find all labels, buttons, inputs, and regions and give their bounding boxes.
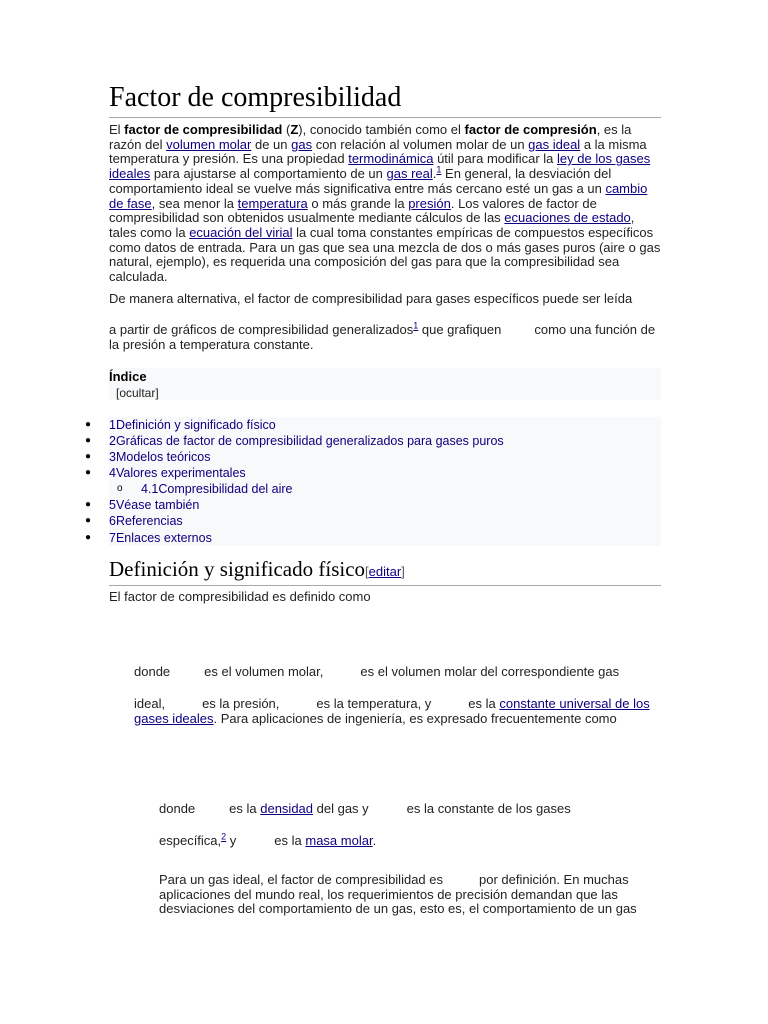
text: .	[372, 833, 377, 848]
toc-label: Definición y significado físico	[115, 418, 276, 432]
text: por definición. En muchas aplicaciones del mundo real, los requerimientos de precisión demandan que las desviaciones del comportamiento de un gas, esto es, el comportamiento de un gas	[159, 872, 637, 917]
text: Para un gas ideal, el factor de compresibilidad es	[159, 872, 443, 887]
text: que grafiquen	[418, 322, 502, 337]
toc-label: Enlaces externos	[115, 531, 212, 545]
definition-intro: El factor de compresibilidad es definido como	[109, 589, 371, 604]
bullet-icon: ●	[85, 532, 92, 543]
toc-label: Valores experimentales	[115, 466, 246, 480]
bullet-icon: ●	[85, 451, 92, 462]
footnote-1b[interactable]: 1	[413, 320, 419, 331]
where-line-3	[159, 802, 659, 817]
link-ley-gases-ideales[interactable]: ley de los gases ideales	[109, 151, 651, 182]
text: es la presión,	[202, 696, 280, 711]
text: (	[282, 122, 291, 137]
text: o más grande la	[307, 195, 409, 211]
toc-number: 4.1	[141, 482, 159, 496]
edit-bracket: ]	[401, 564, 405, 579]
toc-item[interactable]	[85, 449, 211, 465]
text: donde	[159, 801, 196, 816]
link-ecuaciones-estado[interactable]: ecuaciones de estado	[504, 210, 631, 226]
toc-item[interactable]	[85, 417, 276, 433]
alt-paragraph: De manera alternativa, el factor de compresibilidad para gases específicos puede ser leída	[109, 291, 633, 306]
link-temperatura[interactable]: temperatura	[237, 195, 308, 211]
toc-label: Gráficas de factor de compresibilidad generalizados para gases puros	[115, 434, 504, 448]
toc-item[interactable]	[85, 497, 200, 513]
text: como una función de la presión a temperatura constante.	[109, 322, 656, 352]
heading-text: Definición y significado físico	[109, 557, 366, 581]
bullet-icon: ●	[85, 499, 92, 510]
toc-subitem[interactable]	[117, 481, 293, 497]
text: para ajustarse al comportamiento de un	[150, 166, 387, 182]
text: es el volumen molar del correspondiente gas	[360, 664, 620, 679]
text: , sea menor la	[151, 195, 238, 211]
text: es la	[274, 833, 306, 848]
text: con relación al volumen molar de un	[312, 136, 529, 152]
toc-number: 1	[109, 418, 116, 432]
toc-item[interactable]	[85, 465, 246, 481]
footnote-1[interactable]: 1	[436, 164, 442, 175]
page-title: Factor de compresibilidad	[109, 80, 661, 118]
bullet-icon: ●	[85, 515, 92, 526]
ideal-gas-paragraph	[159, 873, 659, 917]
link-constante-universal[interactable]: constante universal de los gases ideales	[134, 696, 650, 726]
toc-item[interactable]	[85, 433, 504, 449]
bold-symbol: Z	[290, 122, 299, 137]
text: es la	[468, 696, 500, 711]
toc-number: 5	[109, 498, 116, 512]
text: es la temperatura, y	[316, 696, 432, 711]
toc-item[interactable]	[85, 513, 183, 529]
bold-term: factor de compresibilidad	[124, 122, 283, 137]
where-line-1	[134, 665, 656, 680]
text: , tales como la	[109, 210, 635, 240]
text: y	[226, 833, 237, 848]
text: .	[432, 166, 437, 182]
toc-label: Modelos teóricos	[115, 450, 211, 464]
text: es la constante de los gases	[406, 801, 571, 816]
toc-item[interactable]	[85, 530, 212, 546]
toc-number: 6	[109, 514, 116, 528]
edit-link[interactable]: editar	[368, 564, 402, 579]
section-heading	[109, 556, 661, 586]
link-presion[interactable]: presión	[408, 195, 451, 211]
link-gas[interactable]: gas	[291, 136, 313, 152]
toc-header	[109, 368, 661, 400]
bullet-icon: ●	[85, 467, 92, 478]
circle-bullet-icon: o	[117, 483, 123, 494]
bullet-icon: ●	[85, 435, 92, 446]
text: ), conocido también como el	[298, 122, 465, 137]
link-termodinamica[interactable]: termodinámica	[348, 151, 434, 167]
toc-label: Véase también	[115, 498, 200, 512]
text: . Los valores de factor de compresibilidad son obtenidos usualmente mediante cálculos de las	[109, 195, 597, 226]
link-ecuacion-virial[interactable]: ecuación del virial	[189, 224, 293, 240]
text: . Para aplicaciones de ingeniería, es expresado frecuentemente como	[213, 710, 617, 726]
text: la cual toma constantes empíricas de compuestos específicos como datos de entrada. Para un gas que sea una mezcla de dos o más gases puros (aire o gas natural, ejemplo), es requerida una composición del gas para que la compresibilidad sea calculada.	[109, 224, 661, 285]
where-line-4	[159, 831, 659, 849]
text: ideal,	[134, 696, 166, 711]
toc-list	[85, 417, 661, 546]
text: es la	[229, 801, 261, 816]
edit-bracket: [	[365, 564, 369, 579]
text: El	[109, 122, 125, 137]
text: del gas y	[313, 801, 369, 816]
text: , es la razón del	[109, 122, 632, 152]
toc-number: 2	[109, 434, 116, 448]
text: de un	[251, 136, 292, 152]
toc-title: Índice	[109, 369, 147, 384]
text: es el volumen molar,	[204, 664, 324, 679]
toc-number: 7	[109, 531, 116, 545]
link-masa-molar[interactable]: masa molar	[305, 833, 373, 848]
bold-term: factor de compresión	[464, 122, 597, 137]
footnote-2[interactable]: 2	[221, 831, 227, 842]
toc-toggle[interactable]: [ocultar]	[116, 386, 159, 400]
text: a partir de gráficos de compresibilidad generalizados	[109, 322, 414, 337]
bullet-icon: ●	[85, 419, 92, 430]
link-volumen-molar[interactable]: volumen molar	[166, 136, 252, 152]
toc-number: 3	[109, 450, 116, 464]
text: a la misma temperatura y presión. Es una propiedad	[109, 136, 647, 167]
link-densidad[interactable]: densidad	[260, 801, 314, 816]
text: específica,	[159, 833, 222, 848]
link-cambio-fase[interactable]: cambio de fase	[109, 180, 648, 211]
charts-paragraph	[109, 320, 661, 352]
where-line-2	[134, 697, 656, 726]
link-gas-ideal[interactable]: gas ideal	[528, 136, 581, 152]
toc-label: Compresibilidad del aire	[158, 482, 293, 496]
text: En general, la desviación del comportamiento ideal se vuelve más significativa entre más cercano esté un gas a un	[109, 166, 612, 196]
toc-number: 4	[109, 466, 116, 480]
intro-paragraph	[109, 123, 661, 285]
toc-label: Referencias	[115, 514, 183, 528]
link-gas-real[interactable]: gas real	[386, 166, 433, 182]
text: útil para modificar la	[433, 151, 558, 167]
text: donde	[134, 664, 171, 679]
